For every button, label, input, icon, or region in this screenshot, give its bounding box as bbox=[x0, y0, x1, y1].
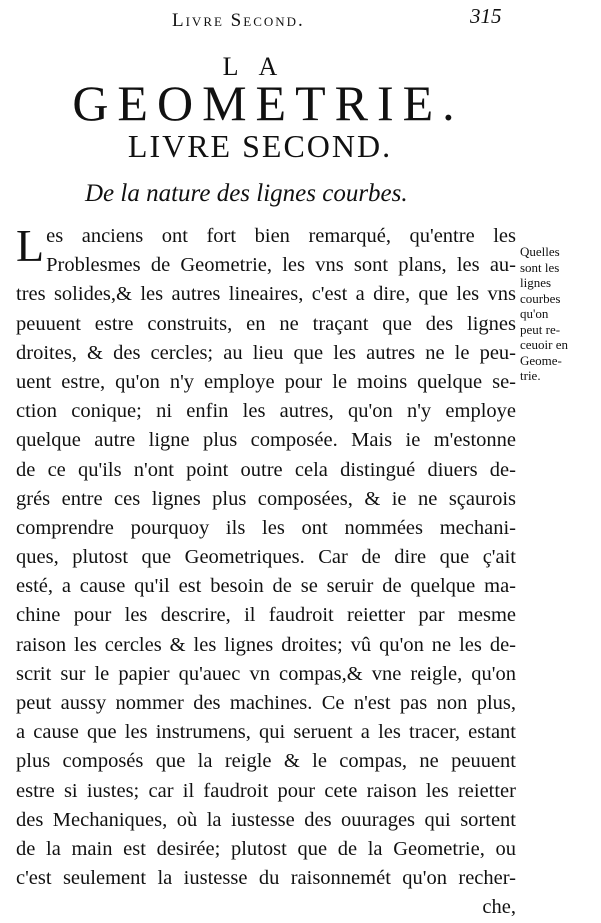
drop-cap: L bbox=[16, 220, 45, 271]
body-line: de ce qu'ils n'ont point outre cela distingué diuers de- bbox=[16, 458, 516, 481]
body-line: de la main est desirée; plutost que de la Geometrie, ou bbox=[16, 837, 516, 860]
body-line: droites, & des cercles; au lieu que les autres ne le peu- bbox=[16, 341, 516, 364]
body-line: scrit sur le papier qu'auec vn compas,& vne reigle, qu'on bbox=[16, 662, 516, 685]
title-la: LA bbox=[222, 52, 298, 81]
body-line: ction conique; ni enfin les autres, qu'on n'y employe bbox=[16, 400, 516, 423]
body-line: peut aussy nommer des machines. Ce n'est pas non plus, bbox=[16, 692, 516, 714]
page-title: GEOMETRIE. bbox=[72, 75, 464, 131]
section-heading: De la nature des lignes courbes. bbox=[85, 180, 408, 207]
margin-note-line: ceuoir en bbox=[520, 337, 569, 352]
page-number: 315 bbox=[470, 4, 502, 28]
margin-note bbox=[520, 244, 592, 384]
body-line: quelque autre ligne plus composée. Mais ie m'estonne bbox=[16, 429, 516, 452]
body-line: peuuent estre construits, en ne traçant que des lignes bbox=[16, 312, 516, 335]
margin-note-line: lignes bbox=[520, 275, 552, 290]
margin-note-line: sont les bbox=[520, 259, 560, 275]
margin-note-line: trie. bbox=[520, 368, 541, 383]
body-line: chine pour les descrire, il faudroit reietter par mesme bbox=[16, 604, 516, 627]
body-line: esté, a cause qu'il est besoin de se seruir de quelque ma- bbox=[16, 575, 516, 598]
body-line: comprendre pourquoy ils les ont nommées mechani- bbox=[16, 516, 516, 539]
margin-note-line: Geome- bbox=[520, 352, 562, 368]
body-line: raison les cercles & les lignes droites; vû qu'on ne les de- bbox=[16, 633, 516, 656]
body-line: ques, plutost que Geometriques. Car de dire que ç'ait bbox=[16, 546, 516, 569]
body-line: uent estre, qu'on n'y employe pour le moins quelque se- bbox=[16, 370, 516, 393]
catchword: che, bbox=[482, 896, 516, 919]
page-subtitle: LIVRE SECOND. bbox=[127, 128, 393, 164]
body-line: tres solides,& les autres lineaires, c'est a dire, que les vns bbox=[16, 283, 516, 306]
body-line: Problesmes de Geometrie, les vns sont plans, les au- bbox=[46, 254, 516, 277]
margin-note-line: peut re- bbox=[520, 321, 561, 337]
body-line: a cause que les instrumens, qui seruent a les tracer, estant bbox=[16, 721, 516, 744]
margin-note-line: courbes bbox=[520, 290, 561, 306]
body-line: plus composés que la reigle & le compas, ne peuuent bbox=[16, 750, 516, 773]
body-line: des Mechaniques, où la iustesse des ouurages qui sortent bbox=[16, 808, 516, 831]
body-line: c'est seulement la iustesse du raisonnemét qu'on recher- bbox=[16, 867, 516, 890]
running-head: Livre Second. bbox=[172, 10, 305, 31]
margin-note-line: qu'on bbox=[520, 306, 549, 321]
body-text bbox=[16, 222, 516, 923]
body-line: estre si iustes; car il faudroit pour cete raison les reietter bbox=[16, 779, 516, 802]
body-line-text: es anciens ont fort bien remarqué, qu'entre les bbox=[46, 225, 516, 247]
margin-note-line: Quelles bbox=[520, 244, 560, 259]
body-line: grés entre ces lignes plus composées, & ie ne sçaurois bbox=[16, 487, 516, 510]
